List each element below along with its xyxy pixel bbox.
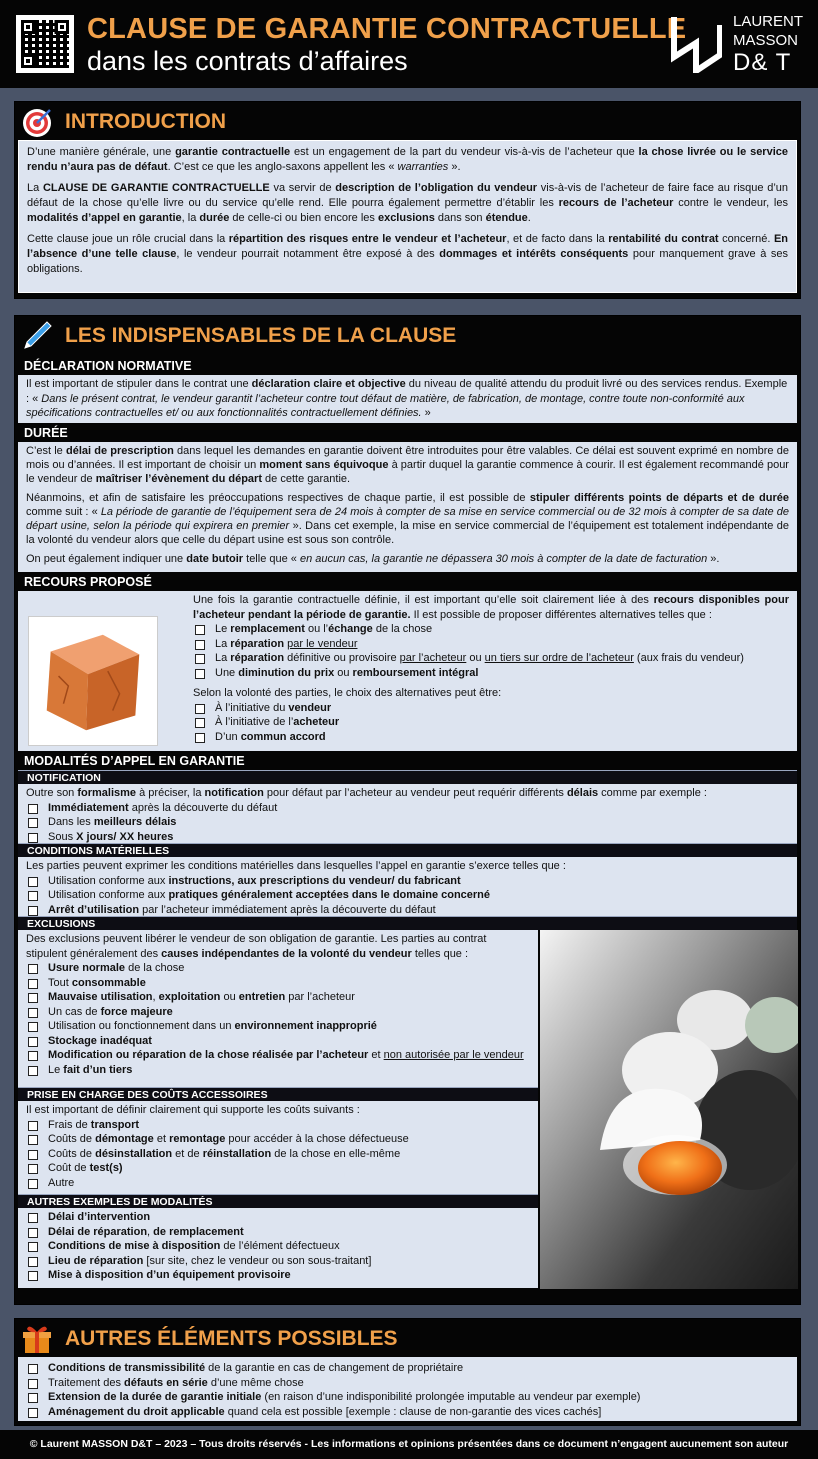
introduction-panel: [14, 101, 801, 299]
modalites-title: MODALITÉS D’APPEL EN GARANTIE: [24, 754, 245, 768]
notification-title: NOTIFICATION: [18, 770, 797, 784]
autres-elements-panel: [14, 1318, 801, 1426]
checkbox-list-item: Lieu de réparation [sur site, chez le vendeur ou son sous-traitant]: [26, 1254, 530, 1269]
introduction-text: [18, 140, 797, 293]
exclusions-text: Des exclusions peuvent libérer le vendeur de son obligation de garantie. Les parties au contrat stipulent généralement des causes indépendantes de la volonté du vendeur telles que : Usure normale de la chose Tout consommable Mauvaise utilisation, exploitation ou entretien par l’acheteur Un cas de force majeure Utilisation ou fonctionnement dans un environnement inapproprié Stockage inadéquat Modification ou réparation de la chose réalisée par l’acheteur et non autorisée par le vendeur Le fait d’un tiers: [18, 930, 538, 1087]
autres-elements-title: AUTRES ÉLÉMENTS POSSIBLES: [65, 1327, 398, 1350]
checkbox-list-item: Coût de test(s): [26, 1161, 530, 1176]
duree-text: C’est le délai de prescription dans lequel les demandes en garantie doivent être introduites pour être valables. Ce délai est souvent exprimé en nombre de mois ou d’années. Il est important de choisir un moment sans équivoque à partir duquel la garantie commence à courir. Il est également recommandé pour le vendeur de maîtriser l’évènement du départ de cette garantie. Néanmoins, et afin de satisfaire les préoccupations respectives de chaque partie, il est possible de stipuler différents points de départs et de durée comme suit : « La période de garantie de l’équipement sera de 24 mois à compter de sa mise en service commercial ou de 32 mois à compter de sa date de départ usine, selon la période qui expirera en premier ». Dans cet exemple, la mise en service commercial de l’équipement est totalement indépendante de la volonté du vendeur alors que celle du départ usine est sous son contrôle. On peut également indiquer une date butoir telle que « en aucun cas, la garantie ne dépassera 30 mois à compter de la date de facturation ».: [18, 442, 797, 572]
checkbox-list-item: Usure normale de la chose: [26, 961, 530, 976]
checkbox-list-item: Une diminution du prix ou remboursement intégral: [193, 666, 789, 681]
checkbox-list-item: Extension de la durée de garantie initiale (en raison d’une indisponibilité prolongée imputable au vendeur par exemple): [26, 1390, 789, 1405]
checkbox-list-item: Immédiatement après la découverte du défaut: [26, 801, 789, 816]
intro-paragraph: La CLAUSE DE GARANTIE CONTRACTUELLE va servir de description de l’obligation du vendeur vis-à-vis de l’acheteur de faire face au risque d’un défaut de la chose qu’elle livre ou du service qu’elle rend. Elle pourra également permettre d’établir les recours de l’acheteur contre le vendeur, les modalités d’appel en garantie, la durée de celle-ci ou bien encore les exclusions dans son étendue.: [27, 182, 789, 224]
checkbox-list-item: Délai de réparation, de remplacement: [26, 1225, 530, 1240]
couts-text: Il est important de définir clairement qui supporte les coûts suivants : Frais de transport Coûts de démontage et remontage pour accéder à la chose défectueuse Coûts de désinstallation et de réinstallation de la chose en elle-même Coût de test(s) Autre: [18, 1101, 538, 1194]
checkbox-list-item: Conditions de mise à disposition de l’élément défectueux: [26, 1239, 530, 1254]
conditions-title: CONDITIONS MATÉRIELLES: [18, 843, 797, 857]
duree-title: DURÉE: [24, 426, 68, 440]
autres-modalites-text: [18, 1208, 538, 1288]
checkbox-list-item: Utilisation ou fonctionnement dans un environnement inapproprié: [26, 1019, 530, 1034]
page-title: CLAUSE DE GARANTIE CONTRACTUELLE: [87, 13, 687, 45]
checkbox-list-item: La réparation par le vendeur: [193, 637, 789, 652]
intro-paragraph: Cette clause joue un rôle crucial dans la répartition des risques entre le vendeur et l’acheteur, et de facto dans la rentabilité du contrat concerné. En l’absence d’une telle clause, le vendeur pourrait notamment être exposé à des dommages et intérêts conséquents pour manquement grave à ses obligations.: [27, 233, 788, 275]
recours-list-2: [193, 701, 789, 745]
notification-text: Outre son formalisme à préciser, la notification pour défaut par l’acheteur au vendeur peut requérir différents délais comme par exemple : Immédiatement après la découverte du défaut Dans les meilleurs délais Sous X jours/ XX heures: [18, 784, 797, 843]
introduction-title: INTRODUCTION: [65, 110, 226, 133]
indispensables-panel: [14, 315, 801, 1305]
target-icon: [21, 106, 53, 138]
gift-icon: [21, 1323, 53, 1355]
indispensables-title: LES INDISPENSABLES DE LA CLAUSE: [65, 324, 457, 347]
autres-elements-list: [26, 1361, 789, 1419]
header: [0, 0, 818, 88]
broken-egg-image: [540, 930, 798, 1289]
pen-icon: [21, 320, 53, 352]
cube-image: [28, 616, 158, 746]
checkbox-list-item: Dans les meilleurs délais: [26, 815, 789, 830]
checkbox-list-item: Modification ou réparation de la chose réalisée par l’acheteur et non autorisée par le vendeur: [26, 1048, 530, 1063]
conditions-text: Les parties peuvent exprimer les conditions matérielles dans lesquelles l’appel en garantie s’exerce telles que : Utilisation conforme aux instructions, aux prescriptions du vendeur/ du fabricant Utilisation conforme aux pratiques généralement acceptées dans le domaine concerné Arrêt d’utilisation par l’acheteur immédiatement après la découverte du défaut: [18, 857, 797, 916]
checkbox-list-item: Le fait d’un tiers: [26, 1063, 530, 1078]
checkbox-list-item: Stockage inadéquat: [26, 1034, 530, 1049]
declaration-title: DÉCLARATION NORMATIVE: [24, 359, 192, 373]
intro-paragraph: D’une manière générale, une garantie contractuelle est un engagement de la part du vendeur vis-à-vis de l’acheteur que la chose livrée ou le service rendu n’aura pas de défaut. C’est ce que les anglo-saxons appellent les « warranties ».: [27, 146, 789, 173]
checkbox-list-item: Utilisation conforme aux instructions, aux prescriptions du vendeur/ du fabricant: [26, 874, 789, 889]
checkbox-list-item: À l’initiative de l’acheteur: [193, 715, 789, 730]
logo-icon: [670, 15, 722, 73]
checkbox-list-item: Traitement des défauts en série d’une même chose: [26, 1376, 789, 1391]
checkbox-list-item: Délai d’intervention: [26, 1210, 530, 1225]
checkbox-list-item: Mauvaise utilisation, exploitation ou entretien par l’acheteur: [26, 990, 530, 1005]
checkbox-list-item: D’un commun accord: [193, 730, 789, 745]
checkbox-list-item: Utilisation conforme aux pratiques généralement acceptées dans le domaine concerné: [26, 888, 789, 903]
checkbox-list-item: Un cas de force majeure: [26, 1005, 530, 1020]
autres-modalites-title: AUTRES EXEMPLES DE MODALITÉS: [18, 1194, 538, 1208]
checkbox-list-item: Frais de transport: [26, 1118, 530, 1133]
checkbox-list-item: Sous X jours/ XX heures: [26, 830, 789, 845]
checkbox-list-item: Arrêt d’utilisation par l’acheteur immédiatement après la découverte du défaut: [26, 903, 789, 918]
qr-code[interactable]: [16, 15, 74, 73]
recours-text: Une fois la garantie contractuelle définie, il est important qu’elle soit clairement liée à des recours disponibles pour l’acheteur pendant la période de garantie. Il est possible de proposer différentes alternatives telles que : Le remplacement ou l’échange de la chose La réparation par le vendeur La réparation définitive ou provisoire par l’acheteur ou un tiers sur ordre de l’acheteur (aux frais du vendeur) Une diminution du prix ou remboursement intégral Selon la volonté des parties, le choix des alternatives peut être: À l’initiative du vendeur À l’initiative de l’acheteur D’un commun accord: [18, 591, 797, 751]
recours-title: RECOURS PROPOSÉ: [24, 575, 152, 589]
checkbox-list-item: Aménagement du droit applicable quand cela est possible [exemple : clause de non-garantie des vices cachés]: [26, 1405, 789, 1420]
footer-copyright: © Laurent MASSON D&T – 2023 – Tous droits réservés - Les informations et opinions présentées dans ce document n’engagent aucunement son auteur: [0, 1430, 818, 1459]
checkbox-list-item: Autre: [26, 1176, 530, 1191]
declaration-text: Il est important de stipuler dans le contrat une déclaration claire et objective du niveau de qualité attendu du produit livré ou des services rendus. Exemple : « Dans le présent contrat, le vendeur garantit l’acheteur contre tout défaut de matière, de fabrication, de montage, contre toute non-conformité aux spécifications contractuelles et/ ou aux fonctionnalités contractuellement définies. »: [18, 375, 797, 423]
checkbox-list-item: Coûts de désinstallation et de réinstallation de la chose en elle-même: [26, 1147, 530, 1162]
exclusions-title: EXCLUSIONS: [18, 916, 797, 930]
checkbox-list-item: Mise à disposition d’un équipement provisoire: [26, 1268, 530, 1283]
logo: LAURENT MASSON D& T: [733, 13, 804, 76]
checkbox-list-item: Tout consommable: [26, 976, 530, 991]
checkbox-list-item: Conditions de transmissibilité de la garantie en cas de changement de propriétaire: [26, 1361, 789, 1376]
couts-title: PRISE EN CHARGE DES COÛTS ACCESSOIRES: [18, 1087, 538, 1101]
autres-elements-text: [18, 1357, 797, 1421]
checkbox-list-item: Le remplacement ou l’échange de la chose: [193, 622, 789, 637]
recours-list: [193, 622, 789, 680]
page-subtitle: dans les contrats d’affaires: [87, 46, 408, 76]
checkbox-list-item: La réparation définitive ou provisoire par l’acheteur ou un tiers sur ordre de l’acheteur (aux frais du vendeur): [193, 651, 789, 666]
checkbox-list-item: À l’initiative du vendeur: [193, 701, 789, 716]
checkbox-list-item: Coûts de démontage et remontage pour accéder à la chose défectueuse: [26, 1132, 530, 1147]
